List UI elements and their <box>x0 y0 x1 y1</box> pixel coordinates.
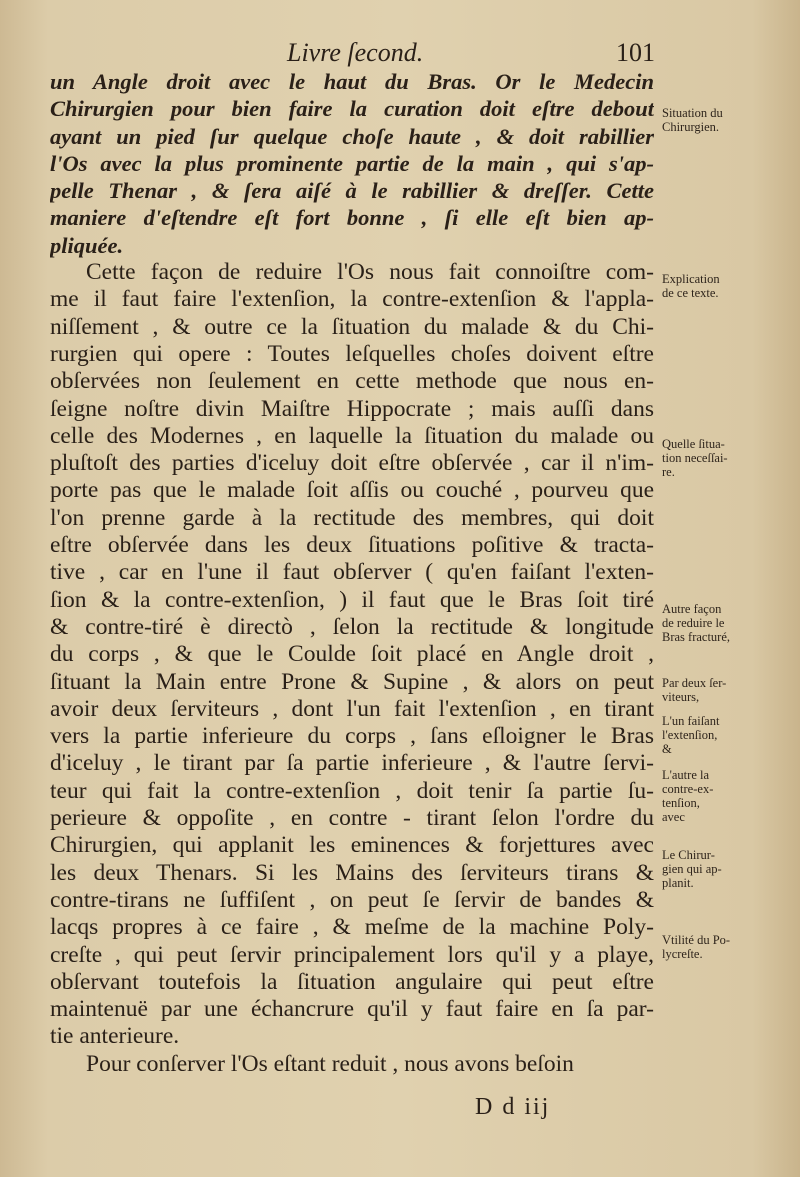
text-line: pelle Thenar , & ſera aiſé à le rabillier & dreſſer. Cette <box>50 178 654 204</box>
text-line: vers la partie inferieure du corps , ſans eſloigner le Bras <box>50 723 654 750</box>
margin-note-line: lycreſte. <box>662 947 703 961</box>
margin-note-line: Explication <box>662 272 720 286</box>
text-line: Pour conſerver l'Os eſtant reduit , nous avons beſoin <box>86 1050 574 1077</box>
page-number: 101 <box>616 38 655 67</box>
text-line: teur qui fait la contre-extenſion , doit tenir ſa partie ſu- <box>50 777 654 804</box>
text-line: les deux Thenars. Si les Mains des ſerviteurs tirans & <box>50 859 654 886</box>
margin-note-line: l'extenſion, <box>662 728 718 742</box>
margin-note-line: tenſion, <box>662 796 700 810</box>
margin-note-line: Autre façon <box>662 602 722 616</box>
text-line: pliquée. <box>50 232 124 258</box>
margin-note-line: Vtilité du Po- <box>662 933 731 947</box>
margin-note <box>662 602 772 644</box>
text-line: un Angle droit avec le haut du Bras. Or le Medecin <box>50 69 654 94</box>
margin-note <box>662 676 772 704</box>
margin-note <box>662 106 772 134</box>
text-line: eſtre obſervée dans les deux ſituations poſitive & tracta- <box>50 532 654 559</box>
margin-note-line: de ce texte. <box>662 286 719 300</box>
margin-note-line: Bras fracturé, <box>662 630 731 644</box>
text-line: obſervées non ſeulement en cette methode que nous en- <box>50 368 654 395</box>
text-line: maniere d'eſtendre eſt fort bonne , ſi elle eſt bien ap- <box>50 205 654 231</box>
text-line: Chirurgien, qui applanit les eminences & forjettures avec <box>50 832 654 859</box>
margin-note-line: & <box>662 742 672 756</box>
text-line: contre-tirans ne ſuffiſent , on peut ſe ſervir de bandes & <box>50 886 654 913</box>
text-line: ſeigne noſtre divin Maiſtre Hippocrate ; mais auſſi dans <box>50 395 654 422</box>
margin-note-line: Chirurgien. <box>662 120 720 134</box>
text-line: ſion & la contre-extenſion, ) il faut que le Bras ſoit tiré <box>50 586 654 613</box>
text-line: creſte , qui peut ſervir principalement lors qu'il y a playe, <box>50 941 654 968</box>
margin-note <box>662 768 772 824</box>
text-line: porte pas que le malade ſoit aſſis ou couché , pourveu que <box>50 477 654 504</box>
margin-note <box>662 437 772 479</box>
text-line: rurgien qui opere : Toutes leſquelles choſes doivent eſtre <box>50 340 654 367</box>
margin-note-line: Quelle ſitua- <box>662 437 725 451</box>
text-line: lacqs propres à ce faire , & meſme de la machine Poly- <box>50 914 654 941</box>
margin-note-line: L'autre la <box>662 768 710 782</box>
text-line: obſervant toutefois la ſituation angulaire qui peut eſtre <box>50 968 654 995</box>
text-line: l'Os avec la plus prominente partie de la main , qui s'ap- <box>50 150 654 176</box>
text-line: ſituant la Main entre Prone & Supine , & alors on peut <box>50 668 654 695</box>
margin-note-line: re. <box>662 465 675 479</box>
margin-note <box>662 933 772 961</box>
text-line: d'iceluy , le tirant par ſa partie inferieure , & l'autre ſervi- <box>50 750 654 777</box>
margin-note-line: L'un faiſant <box>662 714 720 728</box>
page-header <box>55 38 655 72</box>
text-line: Cette façon de reduire l'Os nous fait connoiſtre com- <box>86 259 654 286</box>
text-line: Chirurgien pour bien faire la curation doit eſtre debout <box>50 96 654 122</box>
margin-note-line: gien qui ap- <box>662 862 722 876</box>
text-line: avoir deux ſerviteurs , dont l'un fait l'extenſion , en tirant <box>50 695 654 722</box>
margin-note <box>662 272 772 300</box>
margin-note-line: Par deux ſer- <box>662 676 727 690</box>
text-line: tive , car en l'une il faut obſerver ( qu'en faiſant l'exten- <box>50 559 654 586</box>
text-line: du corps , & que le Coulde ſoit placé en Angle droit , <box>50 641 654 668</box>
running-head: Livre ſecond. <box>287 38 424 67</box>
margin-note-line: de reduire le <box>662 616 725 630</box>
text-line: celle des Modernes , en laquelle la ſituation du malade ou <box>50 422 654 449</box>
margin-note-line: viteurs, <box>662 690 700 704</box>
margin-note-line: planit. <box>662 876 694 890</box>
text-line: niſſement , & outre ce la ſituation du malade & du Chi- <box>50 313 654 340</box>
signature-mark: D d iij <box>475 1094 551 1120</box>
text-line: me il faut faire l'extenſion, la contre-extenſion & l'appla- <box>50 286 654 313</box>
text-line: ayant un pied ſur quelque choſe haute , & doit rabillier <box>50 123 654 149</box>
margin-note-line: Situation du <box>662 106 723 120</box>
text-line: & contre-tiré è directò , ſelon la rectitude & longitude <box>50 613 654 640</box>
margin-note <box>662 848 772 890</box>
text-line: l'on prenne garde à la rectitude des membres, qui doit <box>50 504 654 531</box>
text-line: perieure & oppoſite , en contre - tirant ſelon l'ordre du <box>50 805 654 832</box>
text-line: maintenuë par une échancrure qu'il y faut faire en ſa par- <box>50 996 654 1023</box>
margin-note-line: contre-ex- <box>662 782 714 796</box>
text-line: pluſtoſt des parties d'iceluy doit eſtre obſervée , car il n'im- <box>50 450 654 477</box>
text-line: tie anterieure. <box>50 1023 180 1050</box>
margin-note <box>662 714 772 756</box>
margin-note-line: avec <box>662 810 685 824</box>
margin-note-line: Le Chirur- <box>662 848 715 862</box>
main-text <box>50 68 654 1078</box>
margin-note-line: tion neceſſai- <box>662 451 728 465</box>
